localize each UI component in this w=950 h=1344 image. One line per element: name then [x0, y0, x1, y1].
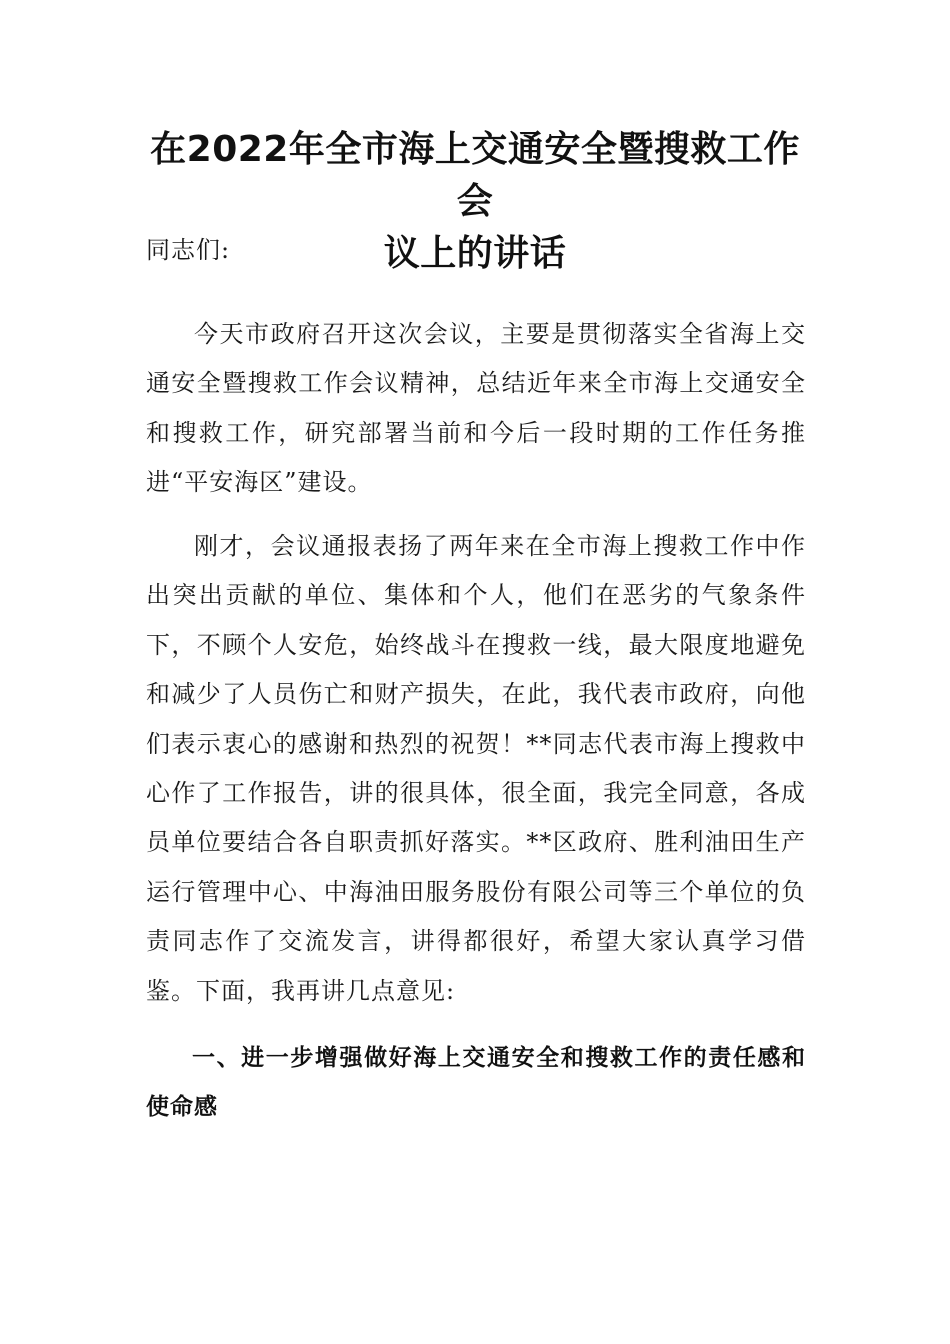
paragraph-opening: 今天市政府召开这次会议，主要是贯彻落实全省海上交通安全暨搜救工作会议精神，总结近年来全市海上交通安全和搜救工作，研究部署当前和今后一段时期的工作任务推进“平安海区”建设。: [146, 320, 806, 497]
title-line-2: 议上的讲话: [383, 233, 567, 274]
salutation: 同志们:: [146, 236, 231, 264]
section-heading-1: 一、进一步增强做好海上交通安全和搜救工作的责任感和使命感: [146, 1045, 806, 1120]
title-line-1: 在2022年全市海上交通安全暨搜救工作会: [150, 129, 800, 222]
paragraph-commendation: 刚才，会议通报表扬了两年来在全市海上搜救工作中作出突出贡献的单位、集体和个人，他们在恶劣的气象条件下，不顾个人安危，始终战斗在搜救一线，最大限度地避免和减少了人员伤亡和财产损失，在此，我代表市政府，向他们表示衷心的感谢和热烈的祝贺！**同志代表市海上搜救中心作了工作报告，讲的很具体，很全面，我完全同意，各成员单位要结合各自职责抓好落实。**区政府、胜利油田生产运行管理中心、中海油田服务股份有限公司等三个单位的负责同志作了交流发言，讲得都很好，希望大家认真学习借鉴。下面，我再讲几点意见:: [146, 532, 806, 1005]
